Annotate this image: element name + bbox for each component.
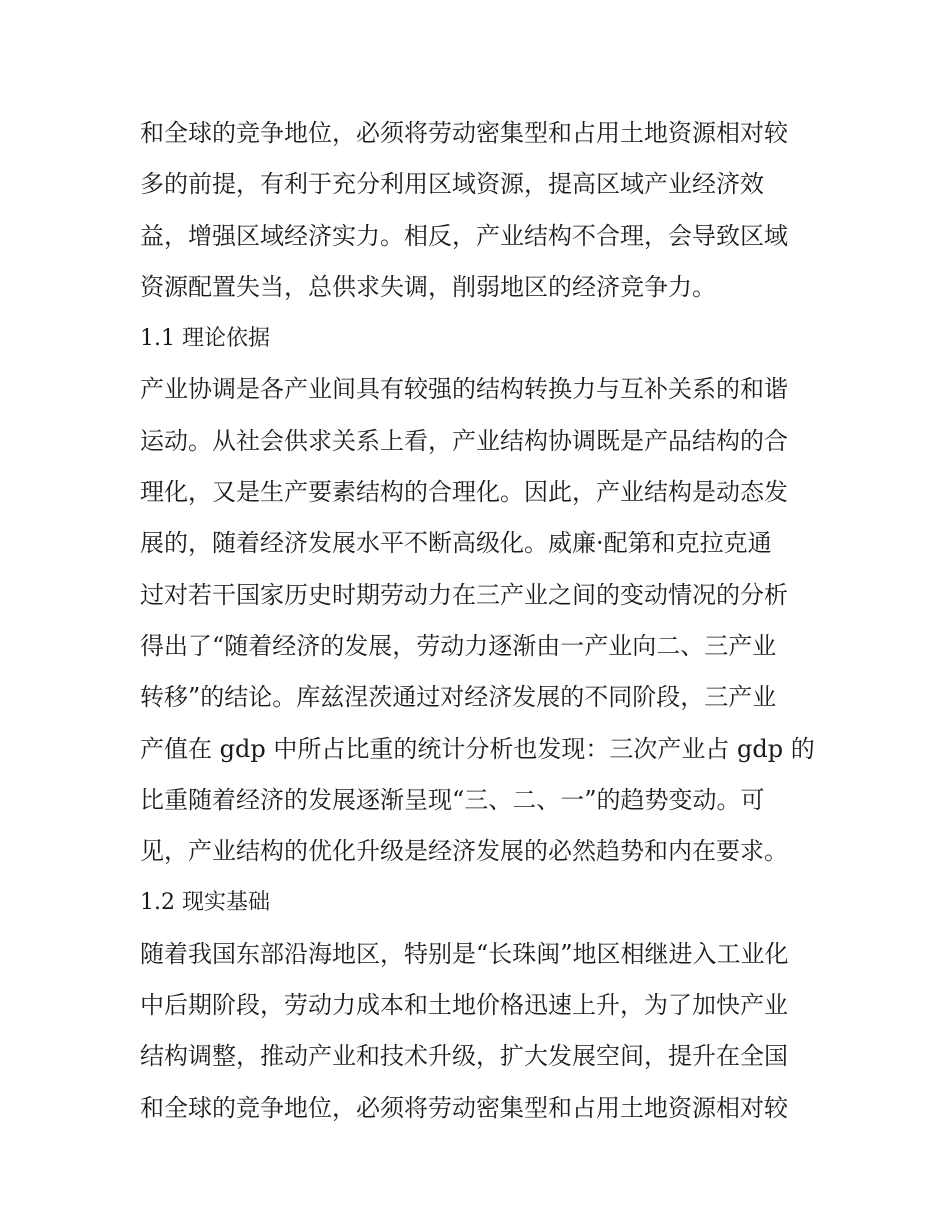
paragraph-line: 理化，又是生产要素结构的合理化。因此，产业结构是动态发 [140,478,788,507]
paragraph-line: 运动。从社会供求关系上看，产业结构协调既是产品结构的合 [140,426,788,455]
paragraph-line: 中后期阶段，劳动力成本和土地价格迅速上升，为了加快产业 [140,991,788,1020]
paragraph-line: 过对若干国家历史时期劳动力在三产业之间的变动情况的分析 [140,580,788,609]
paragraph-line: 多的前提，有利于充分利用区域资源，提高区域产业经济效 [140,170,764,199]
paragraph-line: 和全球的竞争地位，必须将劳动密集型和占用土地资源相对较 [140,1093,788,1122]
paragraph-line: 资源配置失当，总供求失调，削弱地区的经济竞争力。 [140,272,716,301]
section-heading-1-1: 1.1 理论依据 [140,326,270,352]
section-heading-1-2: 1.2 现实基础 [140,890,270,916]
document-body [140,108,820,1134]
paragraph-line: 见，产业结构的优化升级是经济发展的必然趋势和内在要求。 [140,837,788,866]
paragraph-line: 结构调整，推动产业和技术升级，扩大发展空间，提升在全国 [140,1042,788,1071]
paragraph-line: 和全球的竞争地位，必须将劳动密集型和占用土地资源相对较 [140,119,788,147]
paragraph-line: 展的，随着经济发展水平不断高级化。威廉·配第和克拉克通 [140,529,772,558]
paragraph-line: 产值在 gdp 中所占比重的统计分析也发现：三次产业占 gdp 的 [140,734,815,763]
paragraph-line: 产业协调是各产业间具有较强的结构转换力与互补关系的和谐 [140,375,788,404]
paragraph-line: 益，增强区域经济实力。相反，产业结构不合理，会导致区域 [140,221,788,250]
paragraph-line: 随着我国东部沿海地区，特别是“长珠闽”地区相继进入工业化 [140,939,789,968]
paragraph-line: 得出了“随着经济的发展，劳动力逐渐由一产业向二、三产业 [140,631,777,660]
paragraph-line: 转移”的结论。库兹涅茨通过对经济发展的不同阶段，三产业 [140,683,777,712]
paragraph-line: 比重随着经济的发展逐渐呈现“三、二、一”的趋势变动。可 [140,785,765,814]
